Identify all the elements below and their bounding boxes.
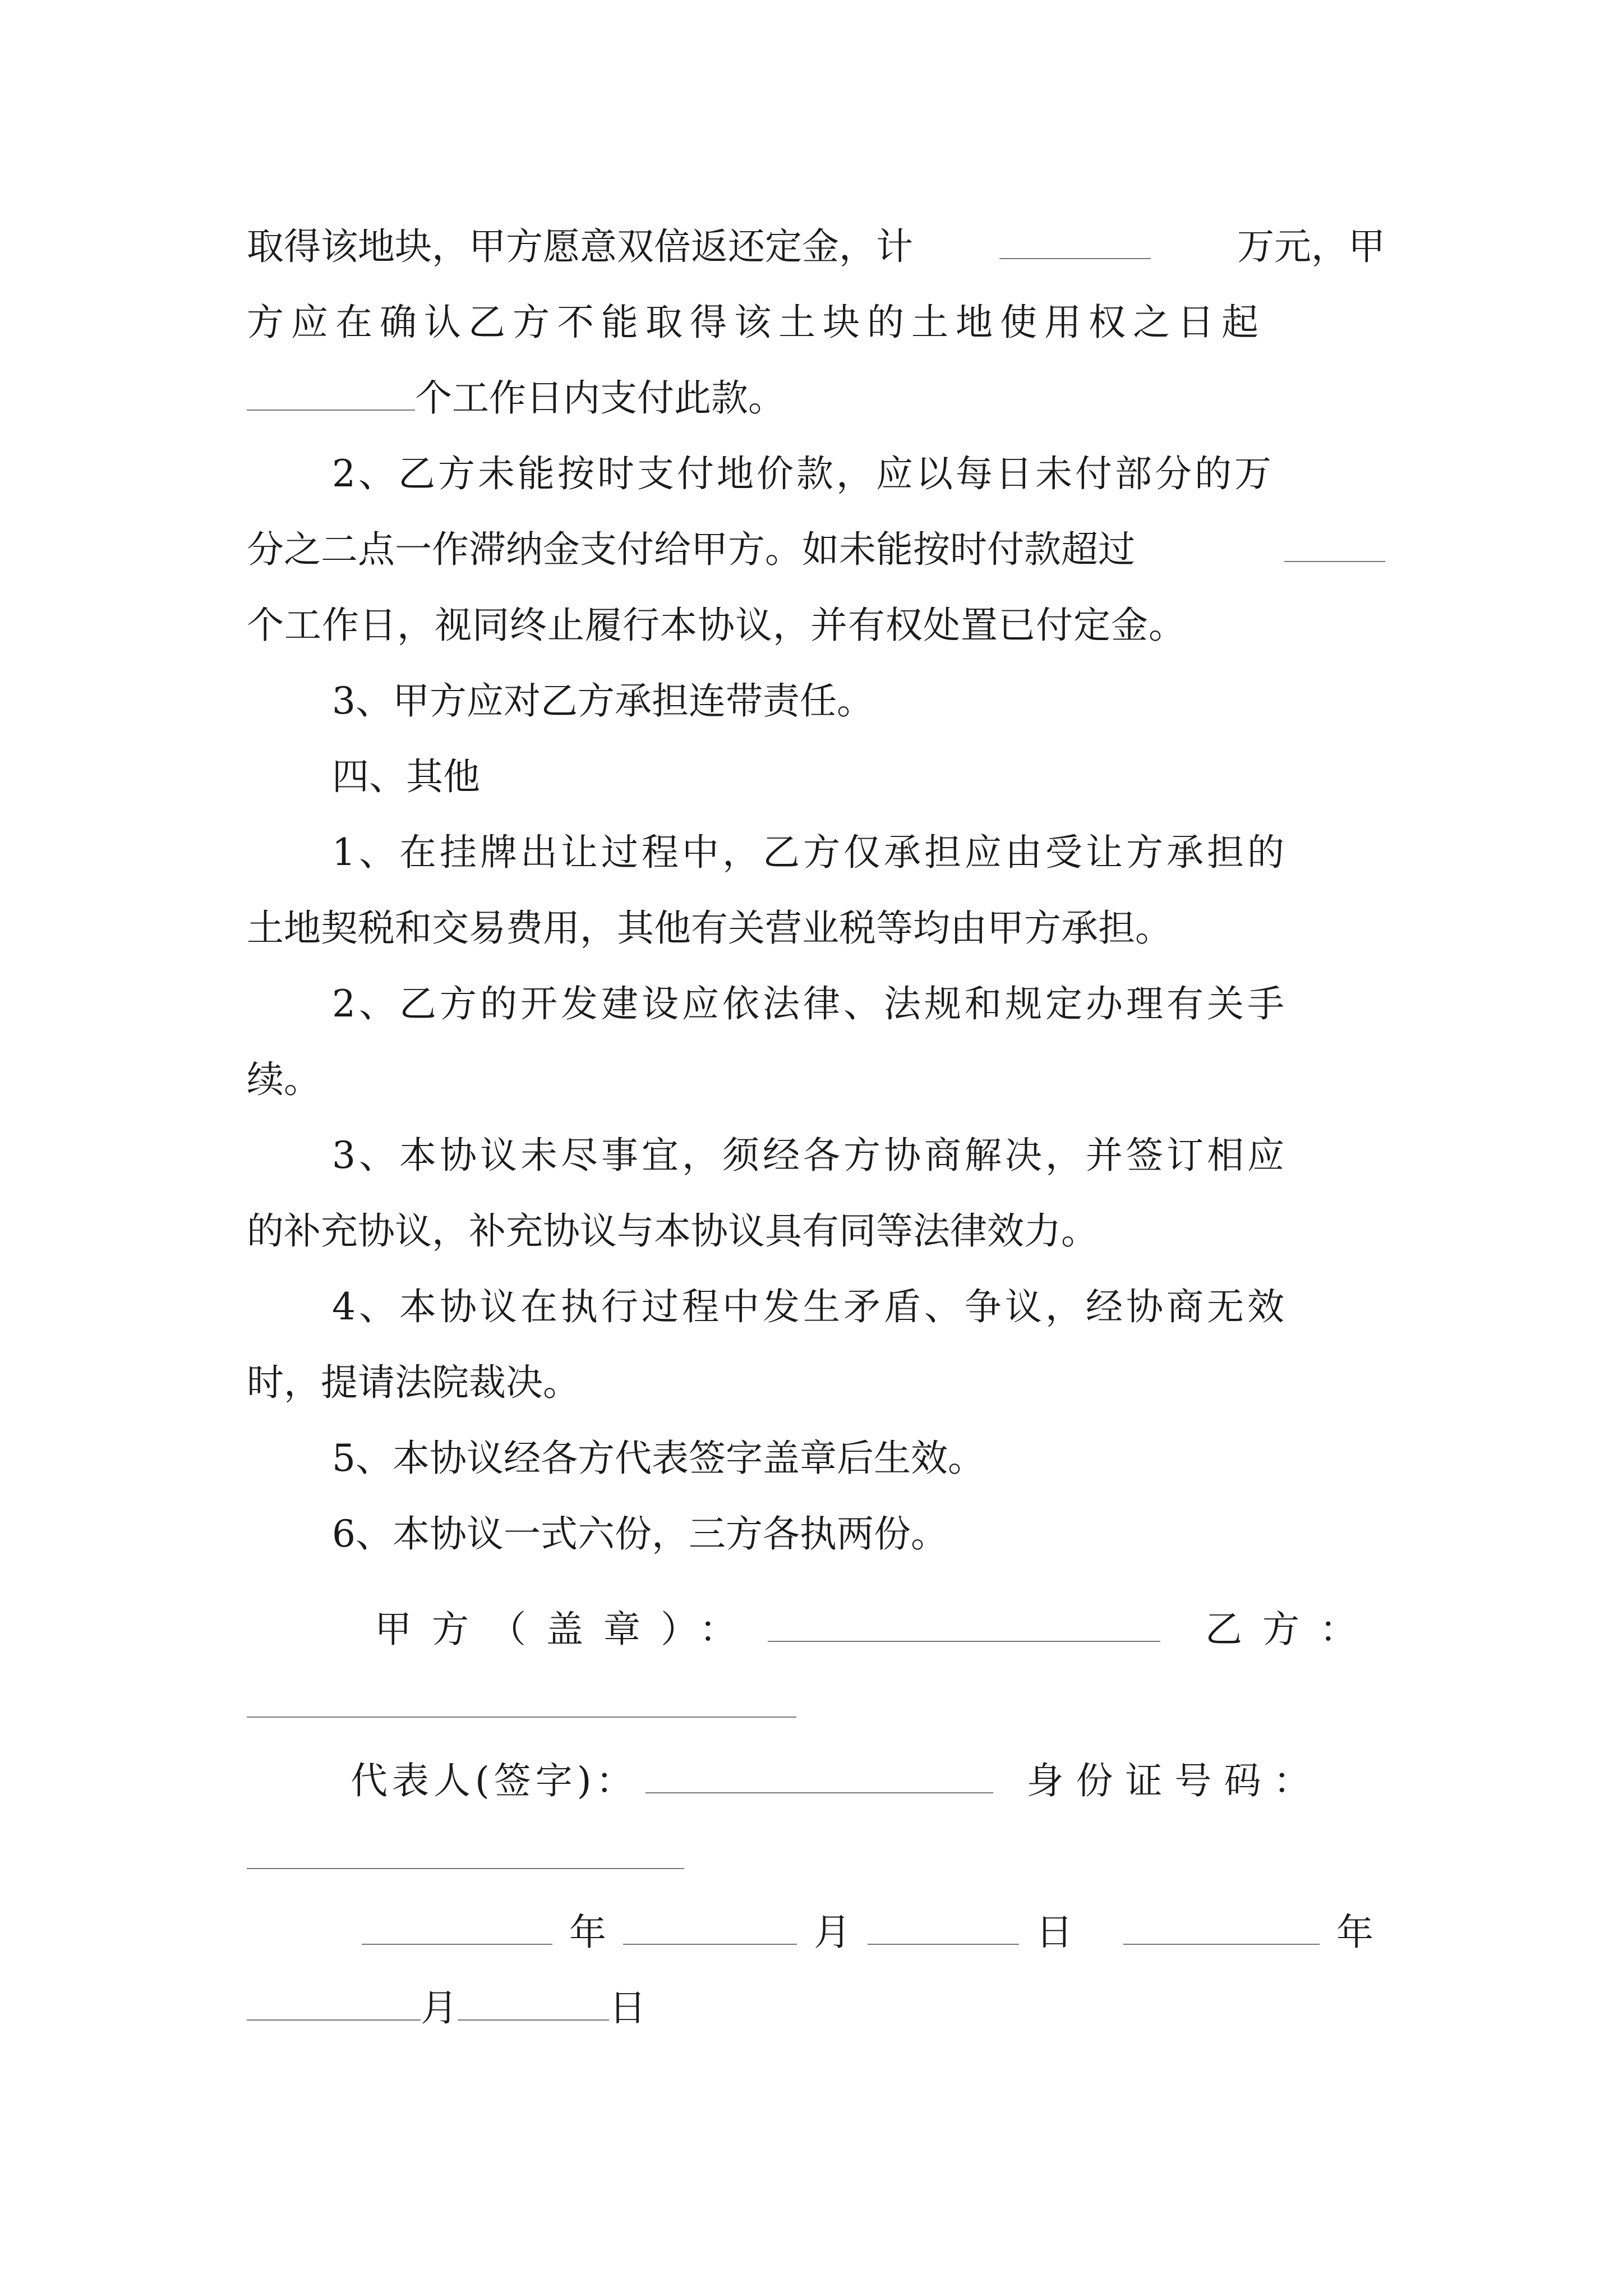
blank-day-a [868, 1908, 1019, 1945]
blank-year-a [362, 1908, 552, 1945]
paragraph-5-line-1 [247, 976, 1385, 1032]
blank-day-b [458, 1984, 609, 2021]
paragraph-5-line-2 [247, 1052, 1385, 1108]
signature-parties-line [247, 1602, 1385, 1658]
paragraph-7-line-2 [247, 1355, 1385, 1411]
text-segment: 万元，甲 [1237, 225, 1385, 268]
paragraph-1-line-1 [247, 219, 1385, 275]
paragraph-2-line-3 [247, 597, 1385, 654]
blank-overdue-days [1284, 525, 1385, 562]
blank-representative-signature [645, 1756, 993, 1793]
paragraph-2-line-2 [247, 522, 1385, 578]
blank-id-number [247, 1832, 684, 1869]
blank-month-b [247, 1984, 421, 2021]
blank-party-a-seal [768, 1605, 1160, 1642]
text-segment: 分之二点一作滞纳金支付给甲方。如未能按时付款超过 [247, 528, 1135, 571]
day-label: 日 [1036, 1911, 1073, 1954]
paragraph-9 [247, 1506, 1385, 1562]
text-segment: 取得该地块，甲方愿意双倍返还定金，计 [247, 225, 913, 268]
paragraph-2-line-1 [247, 446, 1385, 502]
blank-year-b [1123, 1908, 1320, 1945]
text-segment: 个工作日，视同终止履行本协议，并有权处置已付定金。 [247, 604, 1186, 647]
paragraph-4-line-2 [247, 900, 1385, 956]
text-segment: 续。 [247, 1058, 321, 1101]
paragraph-3 [247, 673, 1385, 729]
month-label: 月 [814, 1911, 851, 1954]
day-label: 日 [609, 1986, 646, 2030]
paragraph-1-line-3 [247, 370, 1385, 426]
text-segment: 6、本协议一式六份，三方各执两份。 [332, 1512, 948, 1556]
text-segment: 2、乙方未能按时支付地价款，应以每日未付部分的万 [332, 452, 1274, 495]
paragraph-8 [247, 1430, 1385, 1487]
date-line-1 [247, 1904, 1385, 1961]
paragraph-6-line-1 [247, 1128, 1385, 1184]
signature-id-line [247, 1829, 1385, 1885]
text-segment: 时，提请法院裁决。 [247, 1361, 580, 1404]
text-segment: 的补充协议，补充协议与本协议具有同等法律效力。 [247, 1209, 1098, 1253]
section-heading: 四、其他 [332, 755, 480, 798]
paragraph-6-line-2 [247, 1203, 1385, 1259]
paragraph-1-line-2 [247, 295, 1385, 351]
signature-party-b-line [247, 1677, 1385, 1733]
party-a-label: 甲方（盖章）： [375, 1608, 757, 1651]
signature-representative-line [247, 1753, 1385, 1809]
text-segment: 5、本协议经各方代表签字盖章后生效。 [332, 1437, 985, 1480]
text-segment: 3、甲方应对乙方承担连带责任。 [332, 679, 874, 723]
text-segment: 个工作日内支付此款。 [415, 376, 785, 420]
paragraph-7-line-1 [247, 1279, 1385, 1335]
text-segment: 土地契税和交易费用，其他有关营业税等均由甲方承担。 [247, 907, 1172, 950]
text-segment: 3、本协议未尽事宜，须经各方协商解决，并签订相应 [332, 1134, 1288, 1177]
paragraph-4-line-1 [247, 825, 1385, 881]
section-heading-others [247, 749, 1385, 805]
text-segment: 方应在确认乙方不能取得该土块的土地使用权之日起 [247, 301, 1266, 344]
blank-amount [999, 222, 1151, 259]
month-label: 月 [421, 1986, 458, 2030]
blank-party-b-seal [247, 1681, 796, 1718]
text-segment: 2、乙方的开发建设应依法律、法规和规定办理有关手 [332, 982, 1288, 1025]
id-number-label: 身份证号码： [1026, 1759, 1323, 1802]
year-label: 年 [1336, 1911, 1373, 1954]
year-label: 年 [569, 1911, 606, 1954]
text-segment: 1、在挂牌出让过程中，乙方仅承担应由受让方承担的 [332, 831, 1288, 874]
representative-label: 代表人(签字)： [351, 1759, 638, 1802]
date-line-2 [247, 1980, 1385, 2036]
party-b-label: 乙方： [1205, 1608, 1377, 1651]
blank-month-a [623, 1908, 797, 1945]
text-segment: 4、本协议在执行过程中发生矛盾、争议，经协商无效 [332, 1285, 1288, 1328]
blank-days [247, 374, 415, 411]
